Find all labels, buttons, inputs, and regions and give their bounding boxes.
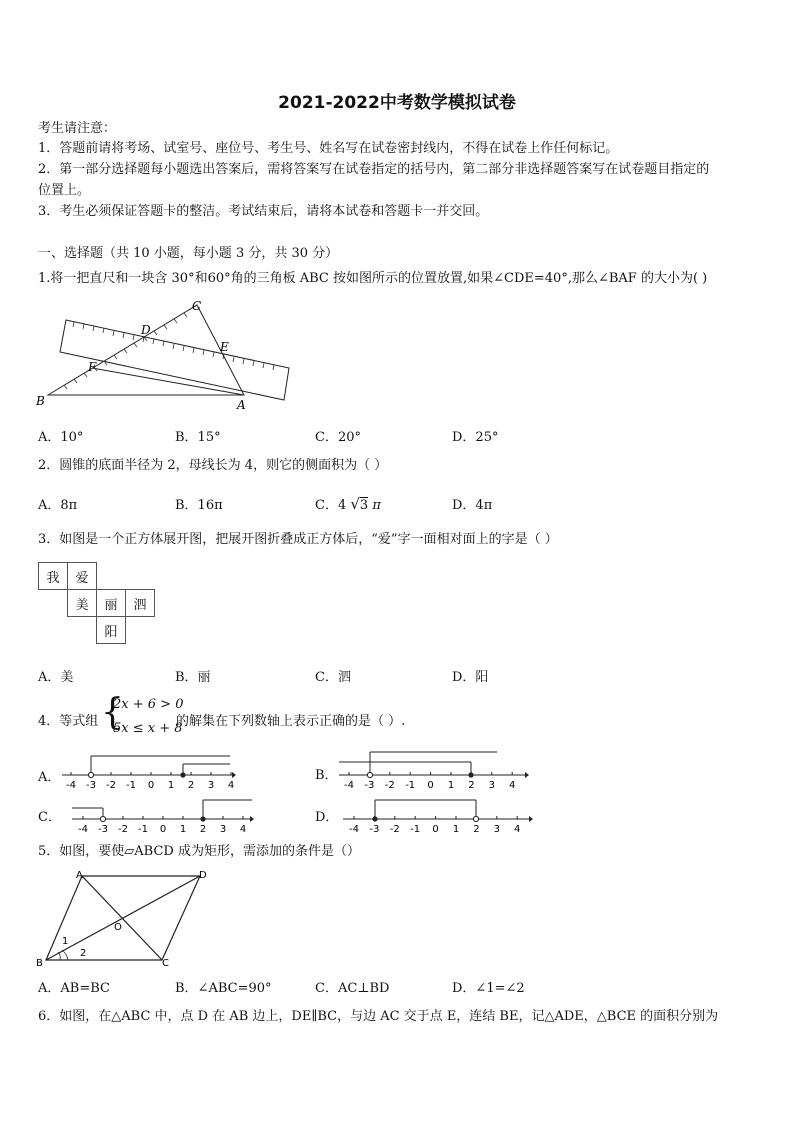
tick-label: -2: [384, 780, 395, 791]
tick-label: 2: [468, 780, 475, 791]
q1-option-c[interactable]: C．20°: [315, 430, 361, 445]
tick-label: 0: [159, 824, 167, 835]
tick-label: 4: [227, 780, 235, 791]
q4-inequality-1: 2x + 6 > 0: [113, 697, 184, 712]
q4-inequality-2: 5x ≤ x + 8: [113, 721, 183, 736]
label-b: B: [36, 394, 45, 408]
label-c: C: [192, 299, 202, 313]
tick-label: -3: [86, 780, 96, 791]
tick-label: 3: [219, 824, 227, 835]
q3-option-d[interactable]: D．阳: [452, 670, 489, 685]
tick-label: 2: [473, 824, 480, 835]
label-d: D: [199, 870, 207, 881]
tick-label: 3: [493, 824, 500, 835]
numberline-d[interactable]: [341, 796, 533, 836]
cube-cell: 爱: [68, 563, 97, 590]
label-a: A: [76, 870, 83, 881]
notice-heading: 考生请注意：: [38, 121, 117, 136]
tick-label: -3: [369, 824, 380, 835]
q2-option-b[interactable]: B．16π: [175, 498, 223, 513]
tick-label: 0: [432, 824, 439, 835]
brace-icon: {: [101, 692, 124, 733]
q2-option-c[interactable]: [315, 494, 381, 513]
q1-option-a[interactable]: A．10°: [38, 430, 84, 445]
notice-item-3: 3．考生必须保证答题卡的整洁。考试结束后，请将本试卷和答题卡一并交回。: [38, 204, 489, 219]
label-d: D: [141, 323, 151, 337]
section-heading: 一、选择题（共 10 小题，每小题 3 分，共 30 分）: [38, 246, 339, 261]
ruler-ticks: [73, 322, 274, 370]
q1-stem: 1.将一把直尺和一块含 30°和60°角的三角板 ABC 按如图所示的位置放置,如果∠CDE=40°,那么∠BAF 的大小为( ): [38, 271, 708, 286]
cube-cell: 我: [39, 563, 68, 590]
triangle-abc: [48, 305, 244, 395]
tick-label: -1: [138, 824, 148, 835]
q4-option-d-label[interactable]: D．: [315, 810, 339, 825]
tick-label: 4: [239, 824, 247, 835]
tick-label: 3: [488, 780, 495, 791]
q5-option-b[interactable]: B．∠ABC=90°: [175, 981, 272, 996]
q1-option-b[interactable]: B．15°: [175, 430, 221, 445]
tick-label: -3: [98, 824, 108, 835]
q1-option-d[interactable]: D．25°: [452, 430, 499, 445]
tick-label: 4: [514, 824, 521, 835]
cube-cell: 丽: [97, 590, 126, 617]
q2-option-d[interactable]: D．4π: [452, 498, 493, 513]
q5-option-d[interactable]: D．∠1=∠2: [452, 981, 525, 996]
tick-label: -4: [349, 824, 359, 835]
q2-stem: 2．圆锥的底面半径为 2，母线长为 4，则它的侧面积为（ ）: [38, 458, 388, 473]
notice-item-2-cont: 位置上。: [38, 183, 91, 198]
cube-net: [38, 562, 155, 644]
q3-option-b[interactable]: B．丽: [175, 670, 211, 685]
triangle-ticks: [64, 313, 187, 389]
cube-cell: 阳: [97, 617, 126, 644]
q2-option-a[interactable]: A．8π: [38, 498, 78, 513]
q4-stem-pre: 4．等式组: [38, 714, 99, 729]
label-e: E: [220, 340, 229, 354]
label-c: C: [162, 958, 169, 968]
q5-stem: 5．如图，要使▱ABCD 成为矩形，需添加的条件是（）: [38, 844, 360, 859]
q2-option-c-label: C．4: [315, 498, 347, 513]
tick-label: -3: [364, 780, 375, 791]
cube-cell: 美: [68, 590, 97, 617]
notice-item-1: 1．答题前请将考场、试室号、座位号、考生号、姓名写在试卷密封线内，不得在试卷上作任何标记。: [38, 141, 619, 156]
tick-label: 0: [147, 780, 155, 791]
numberline-b[interactable]: [337, 748, 529, 792]
q5-option-c[interactable]: C．AC⊥BD: [315, 981, 390, 996]
q4-option-a-label[interactable]: A．: [38, 770, 61, 785]
tick-label: 1: [452, 824, 460, 835]
q3-stem: 3．如图是一个正方体展开图，把展开图折叠成正方体后，“爱”字一面相对面上的字是（ ）: [38, 532, 558, 547]
label-o: O: [114, 922, 122, 933]
tick-label: -1: [126, 780, 136, 791]
q1-figure: [34, 296, 294, 414]
label-angle-2: 2: [80, 948, 87, 959]
tick-label: 0: [427, 780, 434, 791]
tick-label: -1: [405, 780, 416, 791]
tick-label: -4: [78, 824, 88, 835]
tick-label: -4: [344, 780, 354, 791]
tick-label: 1: [447, 780, 455, 791]
tick-label: -2: [118, 824, 128, 835]
q5-option-a[interactable]: A．AB=BC: [38, 981, 110, 996]
q6-stem: 6．如图，在△ABC 中，点 D 在 AB 边上，DE∥BC，与边 AC 交于点 E，连结 BE，记△ADE，△BCE 的面积分别为: [38, 1009, 719, 1024]
q4-stem-post: 的解集在下列数轴上表示正确的是（ ）.: [176, 714, 406, 729]
q2-option-c-pi: π: [372, 498, 381, 513]
tick-label: -1: [410, 824, 421, 835]
tick-label: 1: [179, 824, 187, 835]
label-angle-1: 1: [62, 936, 69, 947]
diagonal-bd: [46, 876, 200, 960]
q4-option-b-label[interactable]: B．: [315, 768, 338, 783]
q5-figure: [36, 866, 216, 968]
tick-label: 3: [207, 780, 215, 791]
notice-item-2: 2．第一部分选择题每小题选出答案后，需将答案写在试卷指定的括号内，第二部分非选择题答案写在试卷题目指定的: [38, 162, 710, 177]
tick-label: 2: [187, 780, 195, 791]
q3-option-c[interactable]: C．泗: [315, 670, 351, 685]
label-f: F: [88, 360, 97, 374]
numberline-c[interactable]: [70, 796, 254, 836]
page-title: 2021-2022中考数学模拟试卷: [278, 93, 516, 113]
segment-fa: [92, 368, 244, 395]
sqrt-icon: √: [350, 495, 360, 513]
tick-label: 1: [167, 780, 175, 791]
tick-label: 2: [199, 824, 207, 835]
tick-label: -2: [106, 780, 116, 791]
q4-option-c-label[interactable]: C．: [38, 810, 61, 825]
label-a: A: [237, 398, 246, 412]
cube-cell: 泗: [126, 590, 155, 617]
tick-label: 4: [509, 780, 516, 791]
q2-option-c-root: 3: [359, 498, 369, 513]
tick-label: -2: [389, 824, 400, 835]
tick-label: -4: [66, 780, 76, 791]
numberline-a[interactable]: [60, 752, 236, 792]
label-b: B: [36, 958, 43, 968]
q3-option-a[interactable]: A．美: [38, 670, 74, 685]
